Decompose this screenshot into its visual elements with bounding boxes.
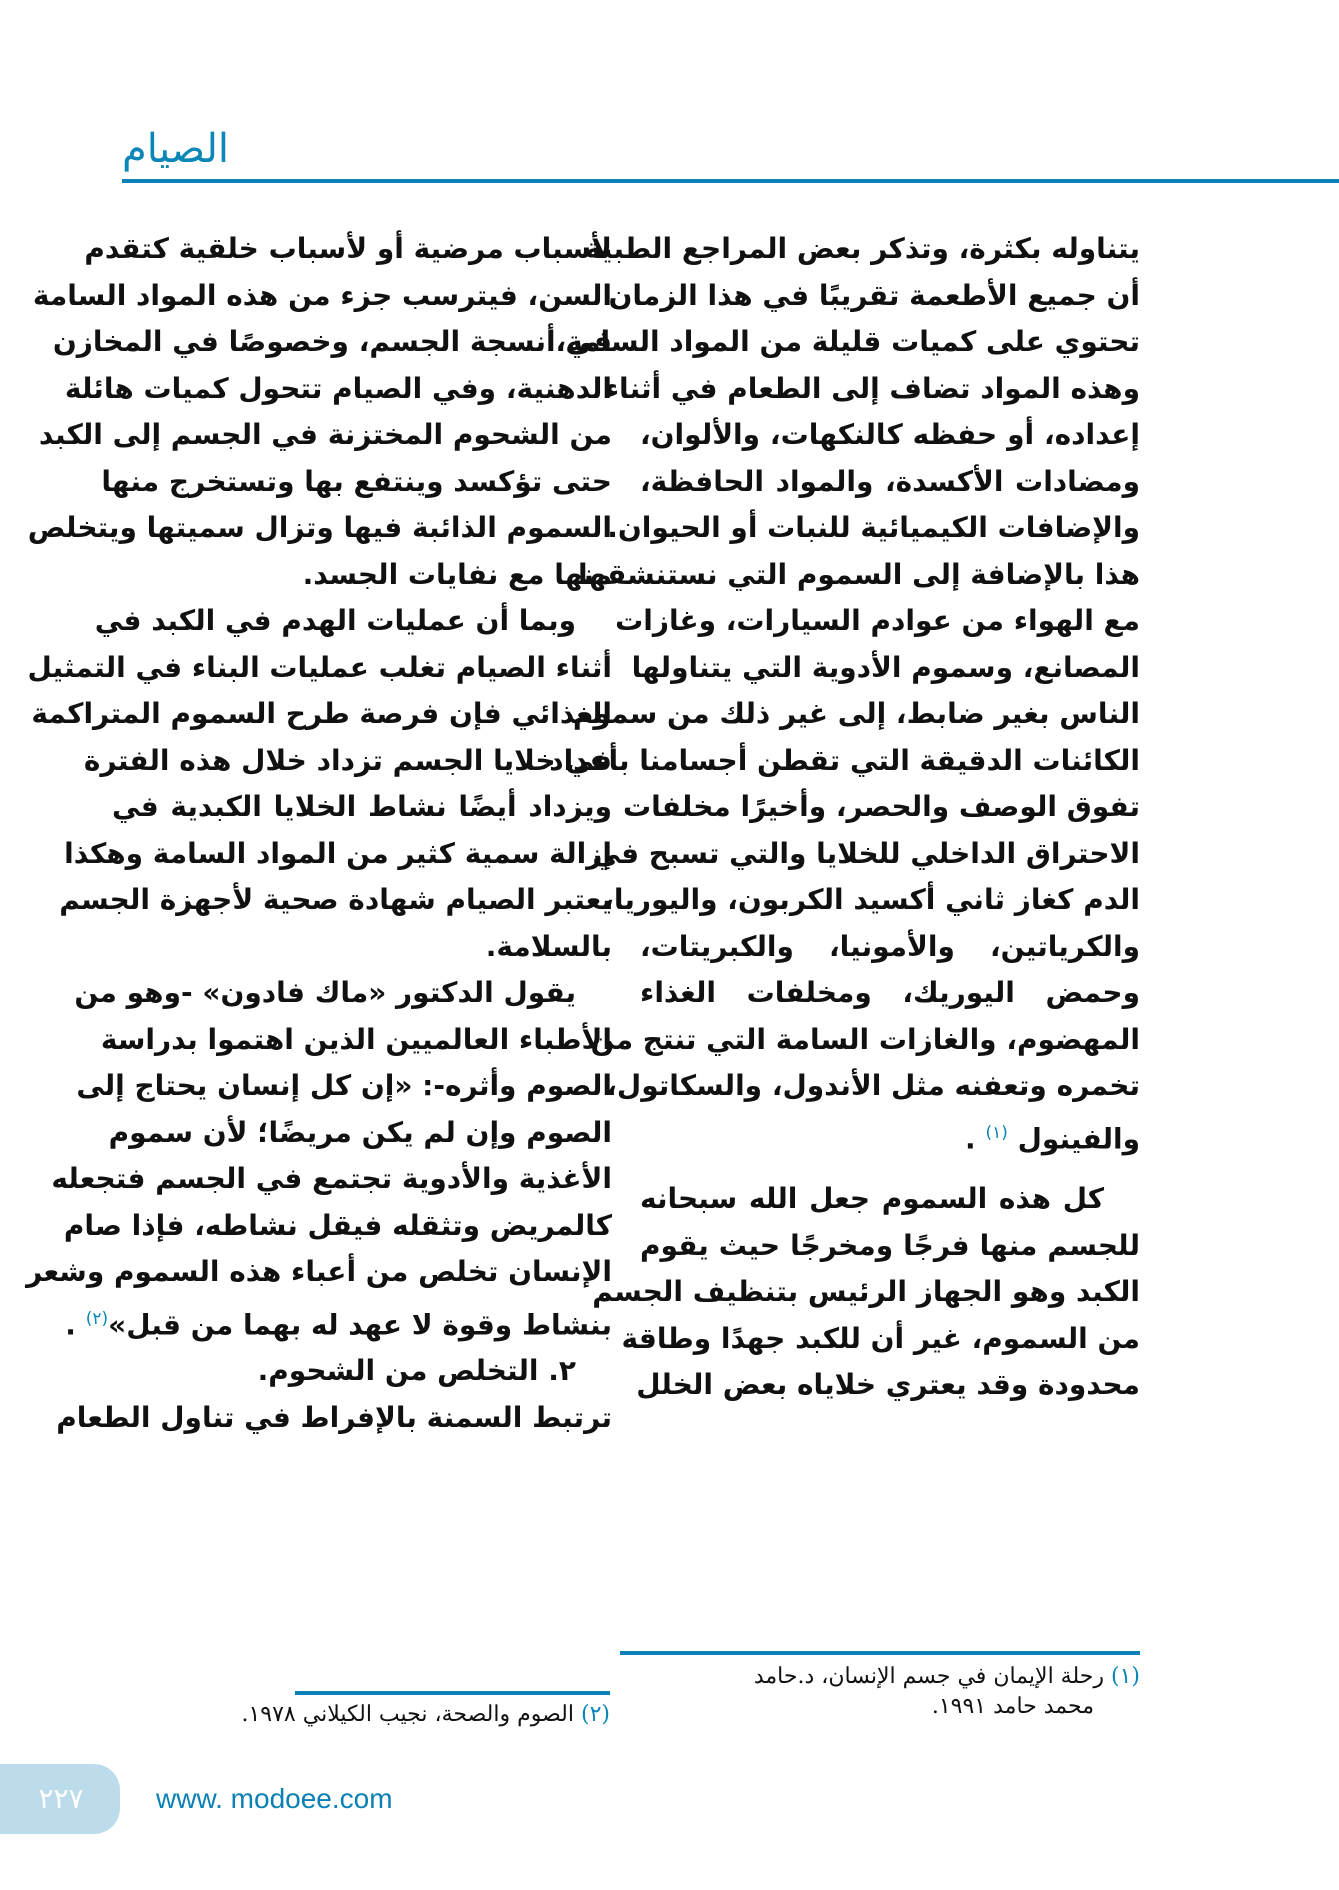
footnote-1 (620, 1662, 1140, 1722)
text-line: الدهنية، وفي الصيام تتحول كميات هائلة (64, 371, 612, 405)
text-line: الكبد وهو الجهاز الرئيس بتنظيف الجسم (592, 1275, 1140, 1309)
footnote-divider (620, 1651, 1140, 1655)
footnote-2 (110, 1700, 610, 1730)
text-line: تفوق الوصف والحصر، وأخيرًا مخلفات (622, 790, 1140, 823)
text-line: المهضوم، والغازات السامة التي تنتج من (590, 1022, 1140, 1056)
right-column (549, 226, 1140, 1409)
text-line: ويزداد أيضًا نشاط الخلايا الكبدية في (112, 790, 612, 823)
text-line: الأطباء العالميين الذين اهتموا بدراسة (100, 1022, 612, 1056)
section-heading: ٢. التخلص من الشحوم. (257, 1354, 576, 1388)
text-line: لأسباب مرضية أو لأسباب خلقية كتقدم (84, 232, 612, 265)
text-line: تخمره وتعفنه مثل الأندول، والسكاتول، (606, 1069, 1140, 1102)
footnote-text: رحلة الإيمان في جسم الإنسان، د.حامد (753, 1664, 1104, 1689)
text-line: الدم كغاز ثاني أكسيد الكربون، واليوريا، (603, 883, 1140, 916)
text-line (640, 1110, 1140, 1163)
text-line: والكرياتين، والأمونيا، والكبريتات، (640, 929, 1140, 963)
text-line: الناس بغير ضابط، إلى غير ذلك من سموم (572, 697, 1140, 730)
text-line: المصانع، وسموم الأدوية التي يتناولها (631, 650, 1140, 684)
footnote-ref-2[interactable]: (٢) (85, 1308, 109, 1329)
text-line: السموم الذائبة فيها وتزال سميتها ويتخلص (27, 511, 612, 544)
footnote-number: (٢) (580, 1702, 610, 1727)
text-line: ترتبط السمنة بالإفراط في تناول الطعام (56, 1400, 612, 1434)
text-line: الصوم وأثره-: «إن كل إنسان يحتاج إلى (76, 1069, 612, 1102)
line-text: والفينول (1017, 1121, 1140, 1155)
text-line: الغذائي فإن فرصة طرح السموم المتراكمة (31, 697, 612, 730)
text-line: للجسم منها فرجًا ومخرجًا حيث يقوم (640, 1228, 1140, 1262)
footnote-ref-1[interactable]: (١) (985, 1122, 1008, 1143)
text-line: كالمريض وتثقله فيقل نشاطه، فإذا صام (63, 1208, 612, 1242)
text-line: أثناء الصيام تغلب عمليات البناء في التمثيل (27, 650, 612, 684)
text-line: إزالة سمية كثير من المواد السامة وهكذا (64, 836, 612, 870)
text-line: يقول الدكتور «ماك فادون» -وهو من (74, 976, 576, 1009)
text-line: محدودة وقد يعتري خلاياه بعض الخلل (636, 1368, 1140, 1402)
footnote-divider (295, 1691, 610, 1695)
text-line: الاحتراق الداخلي للخلايا والتي تسبح في (592, 836, 1140, 870)
text-line: يعتبر الصيام شهادة صحية لأجهزة الجسم (59, 883, 612, 916)
footnote-text: الصوم والصحة، نجيب الكيلاني ١٩٧٨. (241, 1702, 574, 1727)
footnote-text-cont: محمد حامد ١٩٩١. (931, 1694, 1094, 1719)
text-line: أن جميع الأطعمة تقريبًا في هذا الزمان (608, 278, 1140, 312)
text-line: الإنسان تخلص من أعباء هذه السموم وشعر (26, 1255, 612, 1288)
text-line: والإضافات الكيميائية للنبات أو الحيوان. (607, 511, 1140, 544)
text-line: وهذه المواد تضاف إلى الطعام في أثناء (604, 371, 1140, 405)
text-line: السن، فيترسب جزء من هذه المواد السامة (32, 278, 612, 312)
text-line: في أنسجة الجسم، وخصوصًا في المخازن (52, 325, 612, 358)
text-line: منها مع نفايات الجسد. (302, 557, 612, 591)
line-end: . (65, 1307, 76, 1341)
text-line: من السموم، غير أن للكبد جهدًا وطاقة (621, 1321, 1140, 1355)
text-line: وبما أن عمليات الهدم في الكبد في (94, 604, 576, 637)
text-line: تحتوي على كميات قليلة من المواد السامة، (555, 325, 1140, 358)
text-line: حتى تؤكسد وينتفع بها وتستخرج منها (101, 464, 612, 498)
text-line: مع الهواء من عوادم السيارات، وغازات (615, 604, 1140, 637)
text-line: إعداده، أو حفظه كالنكهات، والألوان، (640, 418, 1140, 451)
text-line: الكائنات الدقيقة التي تقطن أجسامنا بأعداد (549, 743, 1140, 777)
footnote-number: (١) (1110, 1664, 1140, 1689)
line-text: بنشاط وقوة لا عهد له بهما من قبل» (108, 1307, 612, 1341)
line-end: . (965, 1121, 976, 1155)
text-line: كل هذه السموم جعل الله سبحانه (640, 1182, 1104, 1216)
header-divider (122, 179, 1339, 183)
website-link[interactable]: www. modoee.com (156, 1783, 393, 1814)
text-line: هذا بالإضافة إلى السموم التي نستنشقها (578, 557, 1140, 591)
text-line: الصوم وإن لم يكن مريضًا؛ لأن سموم (108, 1115, 612, 1149)
page-number: ٢٢٧ (38, 1782, 84, 1815)
text-line: من الشحوم المختزنة في الجسم إلى الكبد (38, 418, 612, 451)
text-line: وحمض اليوريك، ومخلفات الغذاء (640, 976, 1140, 1009)
text-line: الأغذية والأدوية تجتمع في الجسم فتجعله (51, 1162, 612, 1195)
text-line: يتناوله بكثرة، وتذكر بعض المراجع الطبية (584, 232, 1140, 265)
text-line (65, 1296, 612, 1349)
left-column (26, 226, 612, 1441)
text-line: ومضادات الأكسدة، والمواد الحافظة، (640, 464, 1140, 498)
running-header-title: الصيام (122, 126, 230, 172)
text-line: في خلايا الجسم تزداد خلال هذه الفترة (83, 743, 612, 777)
text-line: بالسلامة. (485, 929, 612, 963)
